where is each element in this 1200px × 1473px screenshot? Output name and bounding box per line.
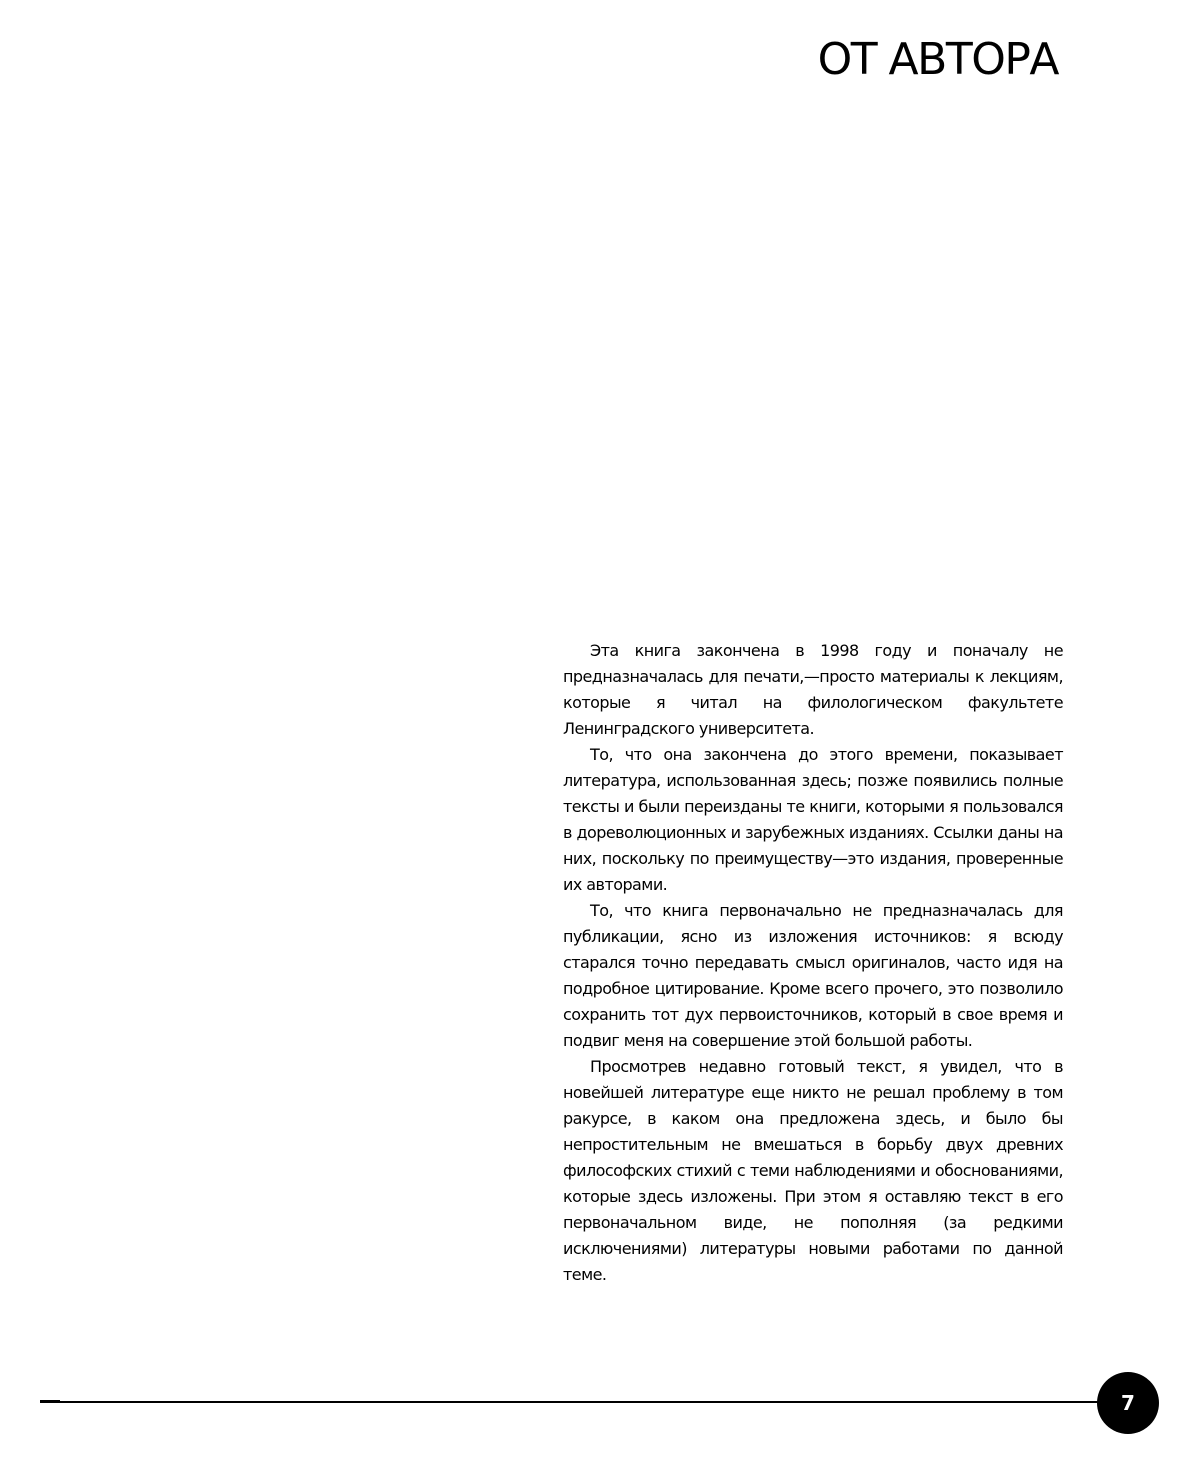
page-number: 7 [1121,1391,1135,1415]
footer-rule [42,1401,1112,1403]
body-text [563,638,1063,1288]
paragraph-2: То, что она закончена до этого времени, показывает литература, использованная здесь; позже появились полные тексты и были переизданы те книги, которыми я пользовался в дореволюционных и зарубежных изданиях. Ссылки даны на них, поскольку по преимуществу—это издания, проверенные их авторами. [563,745,1063,894]
paragraph-3: То, что книга первоначально не предназначалась для публикации, ясно из изложения источников: я всюду старался точно передавать смысл оригиналов, часто идя на подробное цитирование. Кроме всего прочего, это позволило сохранить тот дух первоисточников, который в свое время и подвиг меня на совершение этой большой работы. [563,901,1063,1050]
page-number-badge [1097,1372,1159,1434]
paragraph-4: Просмотрев недавно готовый текст, я увидел, что в новейшей литературе еще никто не решал проблему в том ракурсе, в каком она предложена здесь, и было бы непростительным не вмешаться в борьбу двух древних философских стихий с теми наблюдениями и обоснованиями, которые здесь изложены. При этом я оставляю текст в его первоначальном виде, не пополняя (за редкими исключениями) литературы новыми работами по данной теме. [563,1057,1063,1284]
paragraph-1: Эта книга закончена в 1998 году и поначалу не предназначалась для печати,—просто материалы к лекциям, которые я читал на филологическом факультете Ленинградского университета. [563,641,1063,738]
page-title: ОТ АВТОРА [817,34,1058,85]
